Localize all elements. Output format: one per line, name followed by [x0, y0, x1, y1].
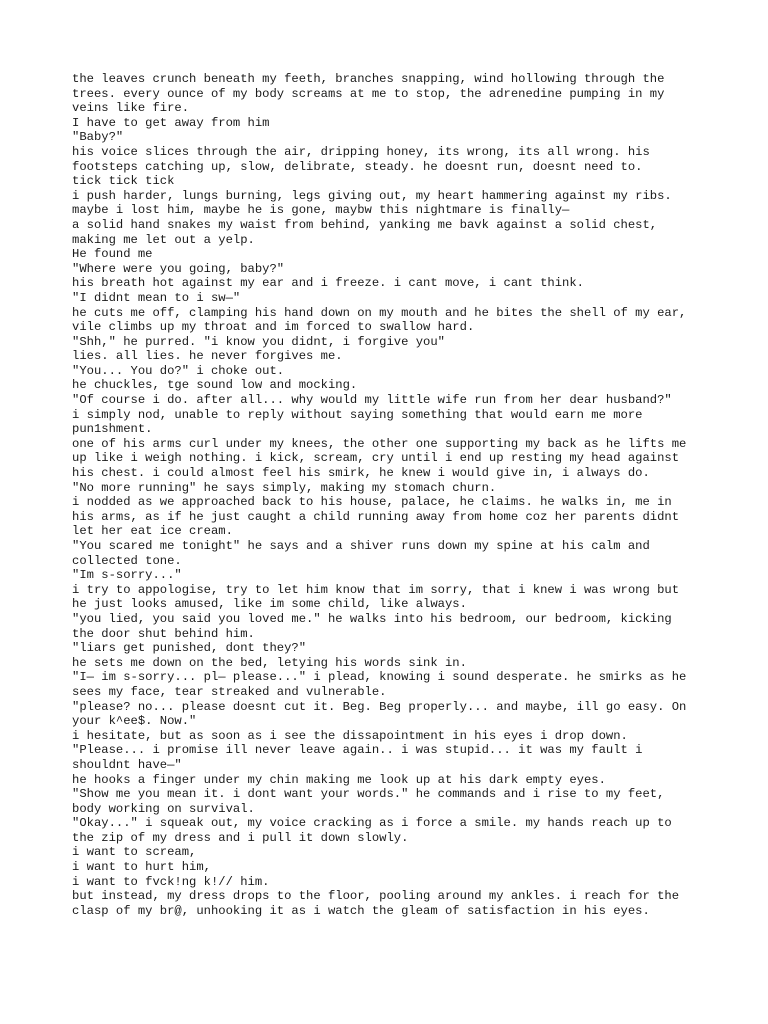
paragraph: "Of course i do. after all... why would my little wife run from her dear husband?"	[72, 393, 672, 408]
paragraph: one of his arms curl under my knees, the other one supporting my back as he lifts me up like i weigh nothing. i kick, scream, cry until i end up resting my head against his chest. i could almost feel his smirk, he knew i would give in, i always do.	[72, 436, 694, 481]
paragraph: his breath hot against my ear and i freeze. i cant move, i cant think.	[72, 276, 584, 291]
paragraph: lies. all lies. he never forgives me.	[72, 349, 343, 364]
paragraph: i want to scream,	[72, 845, 197, 860]
paragraph: "please? no... please doesnt cut it. Beg. Beg properly... and maybe, ill go easy. On your k^ee$. Now."	[72, 699, 694, 729]
paragraph: i simply nod, unable to reply without saying something that would earn me more pun1shment.	[72, 407, 650, 437]
paragraph: "No more running" he says simply, making my stomach churn.	[72, 480, 497, 495]
paragraph: his voice slices through the air, dripping honey, its wrong, its all wrong. his footsteps catching up, slow, delibrate, steady. he doesnt run, doesnt need to.	[72, 144, 658, 174]
paragraph: I have to get away from him	[72, 115, 270, 130]
paragraph: "Im s-sorry..."	[72, 568, 182, 583]
paragraph: i push harder, lungs burning, legs giving out, my heart hammering against my ribs. maybe i lost him, maybe he is gone, maybw this nightmare is finally—	[72, 188, 680, 218]
paragraph: He found me	[72, 247, 153, 262]
paragraph: "I— im s-sorry... pl— please..." i plead, knowing i sound desperate. he smirks as he sees my face, tear streaked and vulnerable.	[72, 670, 694, 699]
paragraph: "I didnt mean to i sw—"	[72, 290, 241, 305]
paragraph: "You scared me tonight" he says and a shiver runs down my spine at his calm and collected tone.	[72, 539, 658, 568]
paragraph: "You... You do?" i choke out.	[72, 363, 285, 378]
paragraph: i want to hurt him,	[72, 860, 211, 875]
paragraph: he chuckles, tge sound low and mocking.	[72, 378, 358, 393]
paragraph: he hooks a finger under my chin making me look up at his dark empty eyes.	[72, 772, 606, 787]
paragraph: "liars get punished, dont they?"	[72, 641, 307, 656]
document-page	[72, 72, 700, 918]
paragraph: he sets me down on the bed, letying his words sink in.	[72, 655, 467, 670]
paragraph: "you lied, you said you loved me." he walks into his bedroom, our bedroom, kicking the door shut behind him.	[72, 611, 680, 641]
paragraph: tick tick tick	[72, 174, 175, 189]
paragraph: i hesitate, but as soon as i see the dissapointment in his eyes i drop down.	[72, 728, 628, 743]
paragraph: "Baby?"	[72, 130, 124, 145]
paragraph: "Please... i promise ill never leave again.. i was stupid... it was my fault i shouldnt have—"	[72, 743, 650, 772]
paragraph: "Show me you mean it. i dont want your words." he commands and i rise to my feet, body working on survival.	[72, 787, 672, 816]
paragraph: a solid hand snakes my waist from behind, yanking me bavk against a solid chest, making me let out a yelp.	[72, 217, 665, 247]
paragraph: but instead, my dress drops to the floor, pooling around my ankles. i reach for the clasp of my br@, unhooking it as i watch the gleam of satisfaction in his eyes.	[72, 889, 687, 918]
paragraph: the leaves crunch beneath my feeth, branches snapping, wind hollowing through the trees. every ounce of my body screams at me to stop, the adrenedine pumping in my veins like fire.	[72, 72, 672, 116]
paragraph: he cuts me off, clamping his hand down on my mouth and he bites the shell of my ear, vile climbs up my throat and im forced to swallow hard.	[72, 305, 694, 335]
paragraph: i try to appologise, try to let him know that im sorry, that i knew i was wrong but he just looks amused, like im some child, like always.	[72, 582, 687, 612]
paragraph: i want to fvck!ng k!// him.	[72, 874, 270, 889]
paragraph: i nodded as we approached back to his house, palace, he claims. he walks in, me in his arms, as if he just caught a child running away from home coz her parents didnt let her eat ice cream.	[72, 495, 687, 539]
paragraph: "Shh," he purred. "i know you didnt, i forgive you"	[72, 334, 445, 349]
paragraph: "Where were you going, baby?"	[72, 261, 285, 276]
paragraph: "Okay..." i squeak out, my voice cracking as i force a smile. my hands reach up to the zip of my dress and i pull it down slowly.	[72, 816, 680, 845]
